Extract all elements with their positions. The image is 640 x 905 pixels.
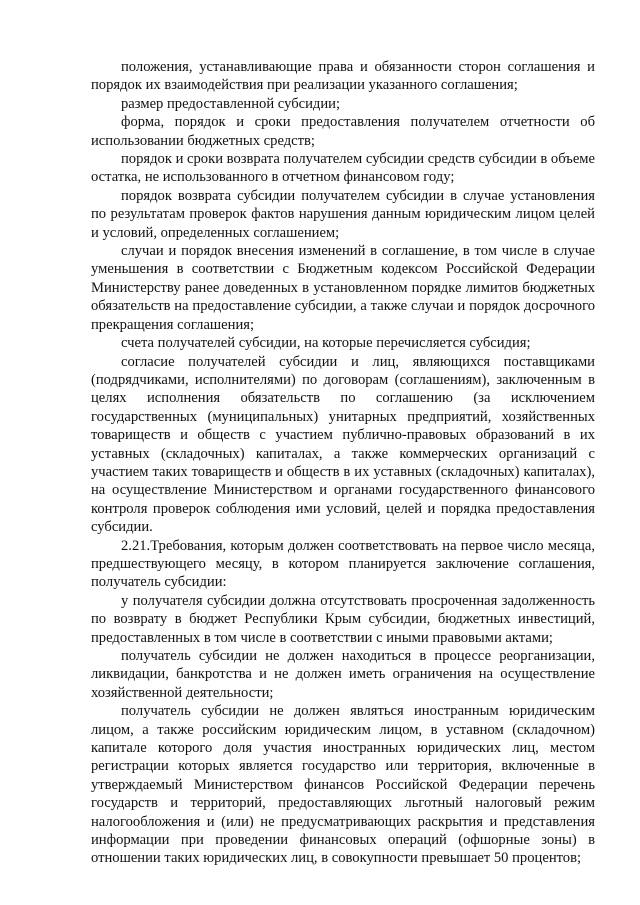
paragraph-requirements-heading: 2.21.Требования, которым должен соответствовать на первое число месяца, предшествующего месяцу, в котором планируется заключение соглашения, получатель субсидии: — [91, 537, 595, 591]
paragraph-consent-audit: согласие получателей субсидии и лиц, являющихся поставщиками (подрядчиками, исполнителями) по договорам (соглашениям), заключенным в целях исполнения обязательств по соглашению (за исключением государственных (муниципальных) унитарных предприятий, хозяйственных товариществ и обществ с участием публично-правовых образований в их уставных (складочных) капиталах, а также коммерческих организаций с участием таких товариществ и обществ в их уставных (складочных) капиталах), на осуществление Министерством и органами государственного финансового контроля проверок соблюдения ими условий, целей и порядка предоставления субсидии. — [91, 353, 595, 536]
paragraph-accounts: счета получателей субсидии, на которые перечисляется субсидия; — [121, 335, 531, 352]
paragraph-subsidy-amount: размер предоставленной субсидии; — [121, 95, 341, 112]
paragraph-amendments: случаи и порядок внесения изменений в соглашение, в том числе в случае уменьшения в соответствии с Бюджетным кодексом Российской Федерации Министерству ранее доведенных в установленном порядке лимитов бюджетных обязательств на предоставление субсидии, а также случаи и порядок досрочного прекращения соглашения; — [91, 243, 595, 333]
paragraph-no-foreign-entity: получатель субсидии не должен являться иностранным юридическим лицом, а также российским юридическим лицом, в уставном (складочном) капитале которого доля участия иностранных юридических лиц, местом регистрации которых является государство или территория, включенные в утверждаемый Министерством финансов Российской Федерации перечень государств и территорий, предоставляющих льготный налоговый режим налогообложения и (или) не предусматривающих раскрытия и представления информации при проведении финансовых операций (офшорные зоны) в отношении таких юридических лиц, в совокупности превышает 50 процентов; — [91, 703, 595, 867]
paragraph-return-balance: порядок и сроки возврата получателем субсидии средств субсидии в объеме остатка, не использованного в отчетном финансовом году; — [91, 151, 596, 186]
paragraph-agreement-provisions: положения, устанавливающие права и обязанности сторон соглашения и порядок их взаимодействия при реализации указанного соглашения; — [91, 59, 595, 94]
paragraph-reporting-form: форма, порядок и сроки предоставления получателем отчетности об использовании бюджетных средств; — [91, 114, 595, 149]
paragraph-no-overdue-debt: у получателя субсидии должна отсутствовать просроченная задолженность по возврату в бюджет Республики Крым субсидии, бюджетных инвестиций, предоставленных в том числе в соответствии с иными правовыми актами; — [91, 592, 595, 646]
document-page — [91, 58, 595, 868]
paragraph-no-reorganization: получатель субсидии не должен находиться в процессе реорганизации, ликвидации, банкротства и не должен иметь ограничения на осуществление хозяйственной деятельности; — [91, 648, 595, 701]
paragraph-return-violations: порядок возврата субсидии получателем субсидии в случае установления по результатам проверок фактов нарушения данным юридическим лицом целей и условий, определенных соглашением; — [91, 187, 595, 241]
